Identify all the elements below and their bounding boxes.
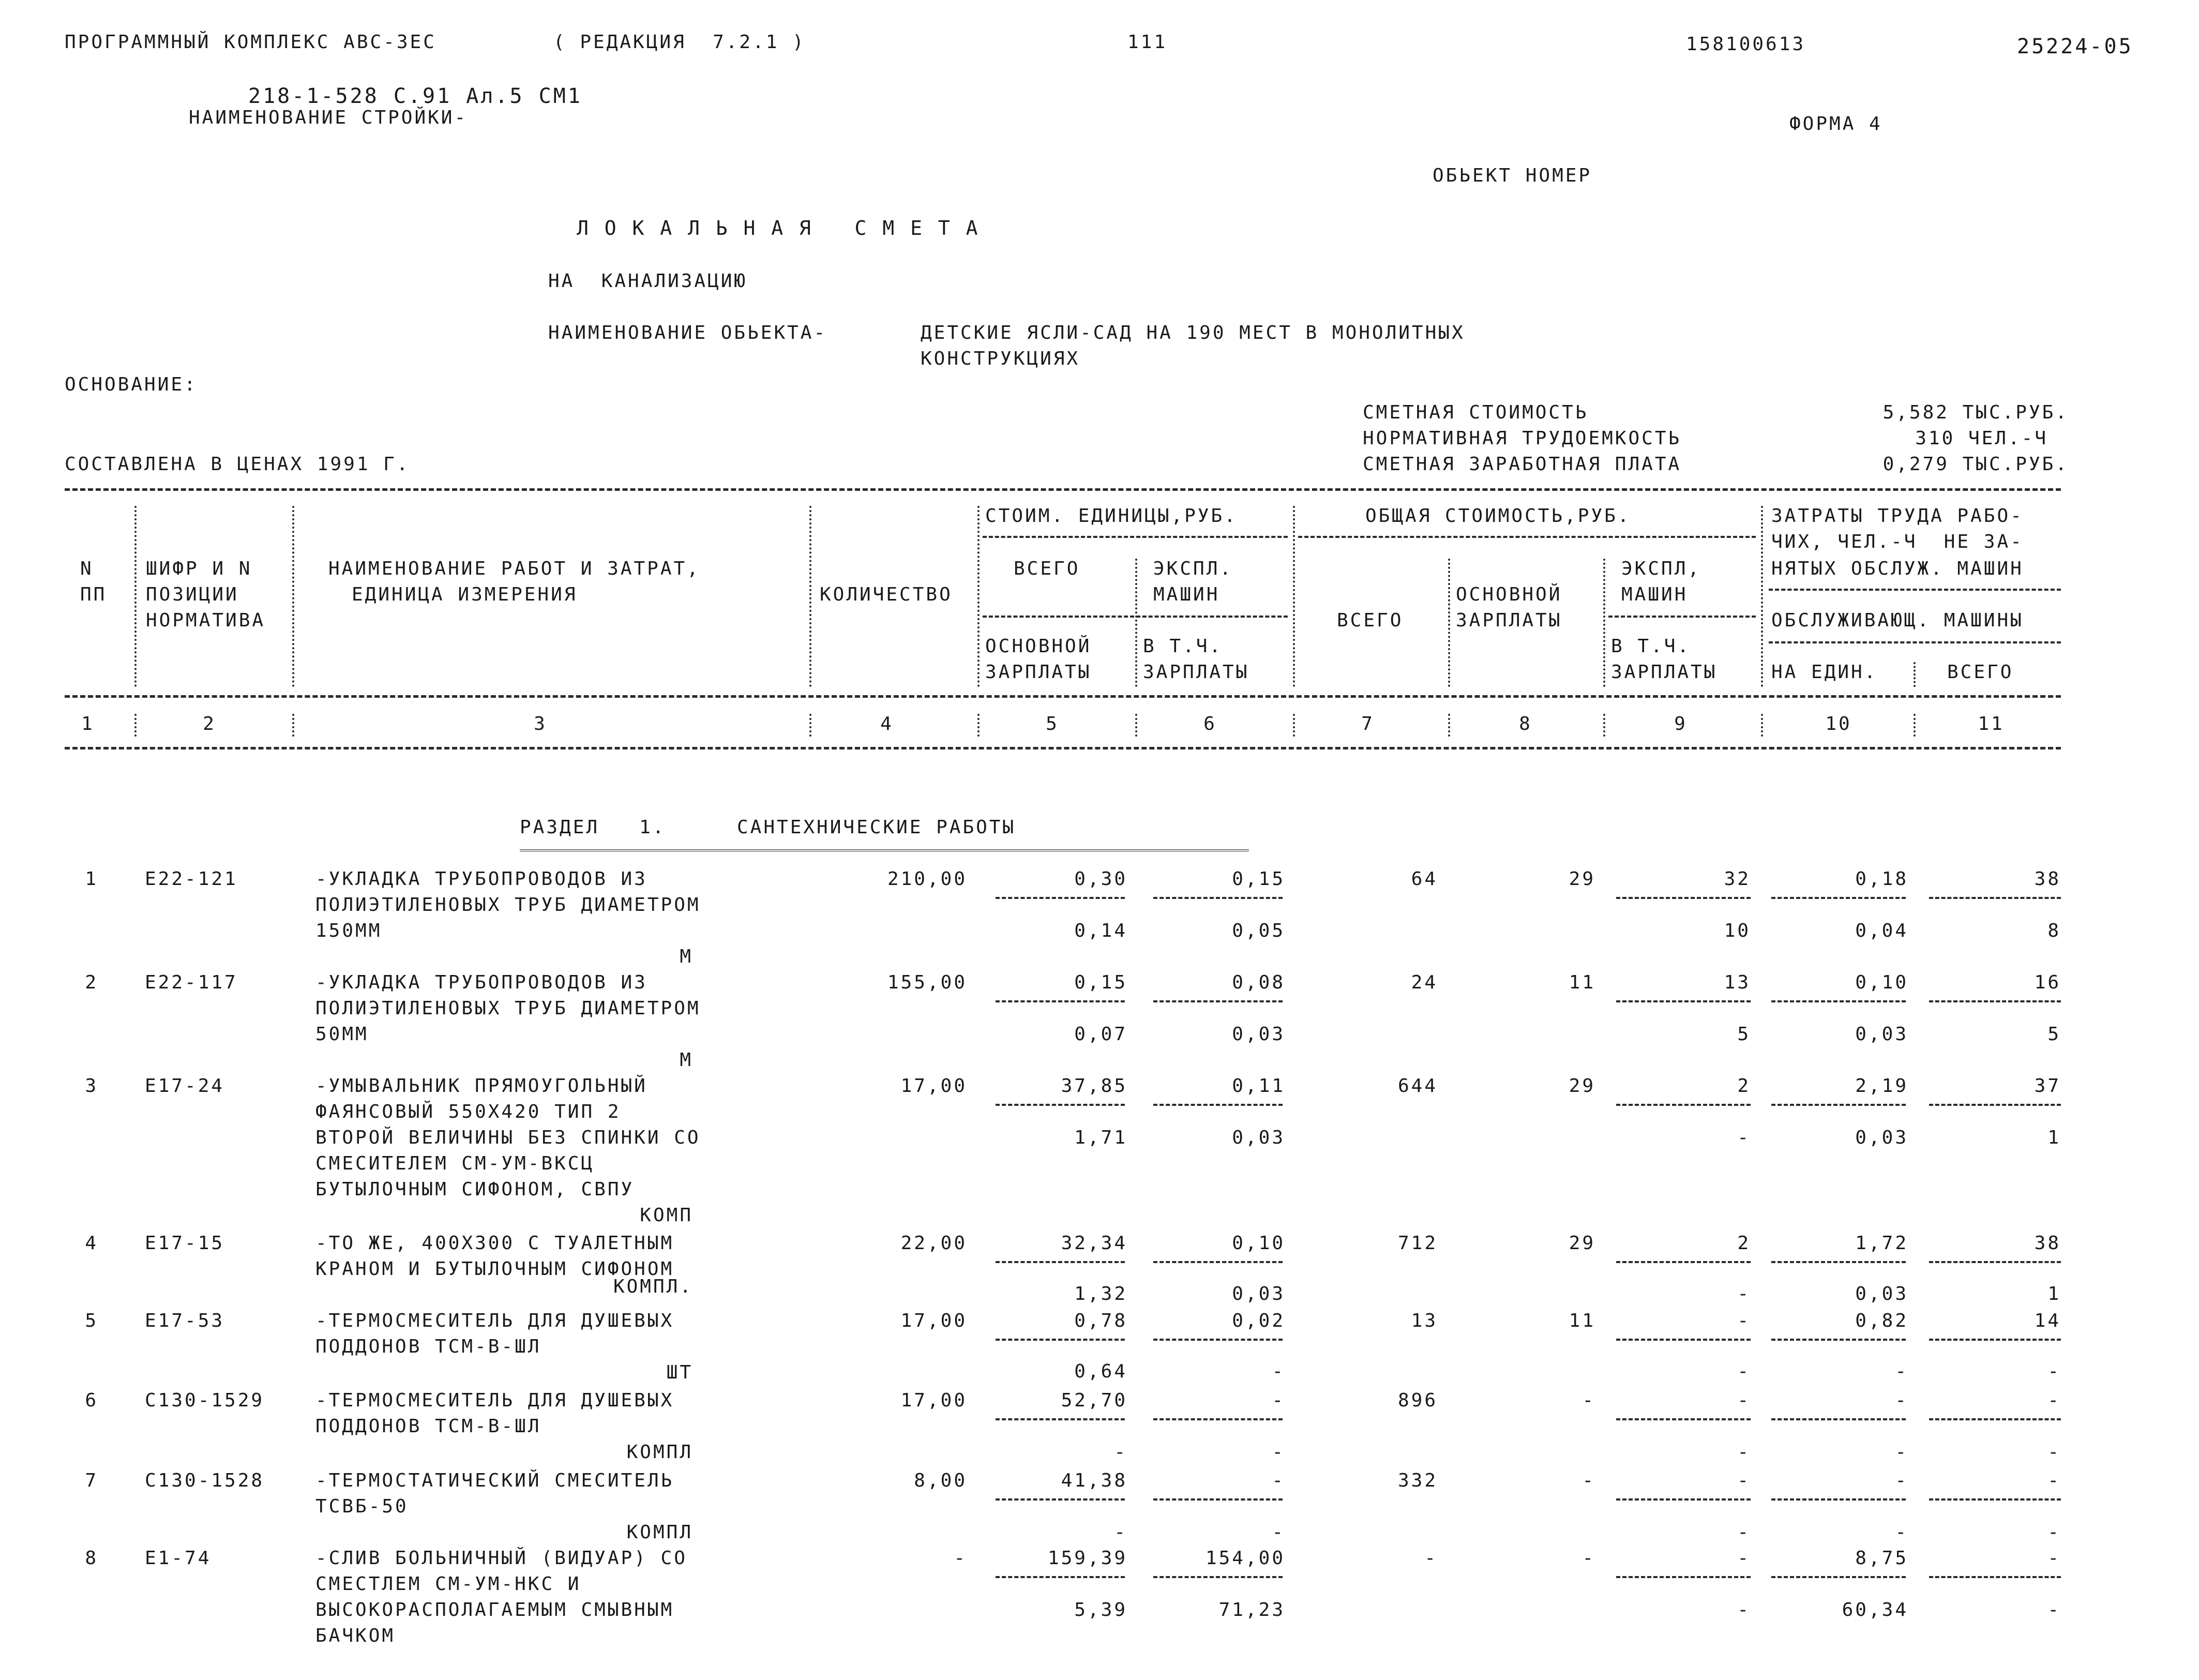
subtotal-rule: [1153, 1418, 1283, 1420]
row-qty: 17,00: [900, 1310, 967, 1331]
row-total-wage: 29: [1569, 868, 1595, 890]
row-labor-all-serv: -: [2047, 1522, 2061, 1543]
row-labor-unit-serv: -: [1895, 1361, 1908, 1382]
header-name-1: НАИМЕНОВАНИЕ РАБОТ И ЗАТРАТ,: [328, 558, 700, 579]
row-unit-total: 0,78: [1074, 1310, 1127, 1331]
col-sep: [292, 506, 294, 687]
row-name-line: -УМЫВАЛЬНИК ПРЯМОУГОЛЬНЫЙ: [315, 1075, 647, 1097]
header-unit-incl-2: ЗАРПЛАТЫ: [1143, 662, 1249, 683]
col-sep: [1603, 559, 1605, 687]
subtotal-rule: [1616, 1418, 1751, 1420]
row-name-line: ТСВБ-50: [315, 1496, 409, 1517]
row-total-wage: 11: [1569, 972, 1595, 993]
row-total-wage: -: [1582, 1548, 1595, 1569]
col-sep: [809, 506, 811, 687]
col-sep: [134, 506, 137, 687]
subtotal-rule: [1771, 1000, 1906, 1002]
row-labor-unit: -: [1895, 1390, 1908, 1411]
header-bottom-rule: [65, 695, 2061, 698]
header-total-all: ВСЕГО: [1337, 610, 1404, 631]
row-labor-all-serv: 5: [2047, 1024, 2061, 1045]
subtotal-rule: [996, 1576, 1125, 1578]
subtotal-rule: [1616, 1498, 1751, 1501]
subtotal-rule: [996, 1498, 1125, 1501]
subtotal-rule: [1771, 1418, 1906, 1420]
subtotal-rule: [1929, 1104, 2061, 1106]
row-total-all: 24: [1411, 972, 1438, 993]
header-unit-cost: СТОИМ. ЕДИНИЦЫ,РУБ.: [985, 505, 1238, 527]
subtotal-rule: [1616, 1261, 1751, 1263]
row-labor-unit: 8,75: [1855, 1548, 1908, 1569]
row-labor-unit: 0,82: [1855, 1310, 1908, 1331]
col-sep: [292, 714, 294, 737]
col-sep: [1914, 714, 1916, 737]
row-unit-incl-wage: -: [1272, 1361, 1285, 1382]
row-name-line: -ТЕРМОСМЕСИТЕЛЬ ДЛЯ ДУШЕВЫХ: [315, 1310, 674, 1331]
header-total-mach-1: ЭКСПЛ,: [1621, 558, 1701, 579]
row-name-line: ПОДДОНОВ ТСМ-В-ШЛ: [315, 1336, 541, 1357]
col-sep: [809, 714, 811, 737]
row-qty: 22,00: [900, 1233, 967, 1254]
subtotal-rule: [996, 1104, 1125, 1106]
summary-value-labor: 310 ЧЕЛ.-Ч: [1915, 428, 2048, 449]
header-labor-4: ОБСЛУЖИВАЮЩ. МАШИНЫ: [1771, 610, 2024, 631]
col-sep: [1761, 506, 1763, 687]
col-number: 1: [81, 713, 95, 734]
row-name-line: ПОЛИЭТИЛЕНОВЫХ ТРУБ ДИАМЕТРОМ: [315, 894, 701, 916]
subtotal-rule: [1771, 1104, 1906, 1106]
row-labor-all-serv: 1: [2047, 1127, 2061, 1148]
subtotal-rule: [1616, 1576, 1751, 1578]
row-name-line: -ТО ЖЕ, 400Х300 С ТУАЛЕТНЫМ: [315, 1233, 674, 1254]
row-qty: 155,00: [887, 972, 967, 993]
header-rule: [1769, 641, 2061, 643]
row-labor-unit: 0,18: [1855, 868, 1908, 890]
col-number: 2: [203, 713, 216, 734]
section-underline: [520, 849, 1249, 851]
header-rule: [983, 536, 1288, 538]
row-total-all: 13: [1411, 1310, 1438, 1331]
subtotal-rule: [996, 1000, 1125, 1002]
row-labor-unit-serv: 0,04: [1855, 920, 1908, 941]
row-unit-total: 37,85: [1061, 1075, 1127, 1097]
row-total-wage: 29: [1569, 1075, 1595, 1097]
row-unit-incl-wage: -: [1272, 1442, 1285, 1463]
subtotal-rule: [1771, 1339, 1906, 1341]
row-unit-mach: -: [1272, 1470, 1285, 1491]
row-unit-incl-wage: 0,03: [1232, 1127, 1285, 1148]
row-number: 8: [85, 1548, 98, 1569]
row-code: С130-1528: [145, 1470, 265, 1491]
row-labor-unit: 0,10: [1855, 972, 1908, 993]
row-name-line: 150ММ: [315, 920, 382, 941]
row-name-line: -УКЛАДКА ТРУБОПРОВОДОВ ИЗ: [315, 868, 647, 890]
row-code: С130-1529: [145, 1390, 265, 1411]
row-unit-mach: 0,10: [1232, 1233, 1285, 1254]
row-labor-unit: 2,19: [1855, 1075, 1908, 1097]
row-unit-incl-wage: 0,03: [1232, 1024, 1285, 1045]
subtotal-rule: [1929, 1000, 2061, 1002]
row-code: Е17-53: [145, 1310, 225, 1331]
row-unit-incl-wage: 0,03: [1232, 1283, 1285, 1304]
row-labor-all: 16: [2034, 972, 2061, 993]
subtotal-rule: [1153, 1000, 1283, 1002]
subtotal-rule: [1153, 1576, 1283, 1578]
col-sep: [977, 506, 980, 687]
row-name-line: ПОДДОНОВ ТСМ-В-ШЛ: [315, 1416, 541, 1437]
row-number: 2: [85, 972, 98, 993]
row-labor-unit-serv: -: [1895, 1522, 1908, 1543]
col-numbers-bottom-rule: [65, 747, 2061, 749]
col-sep: [1448, 559, 1450, 687]
col-sep: [1135, 559, 1137, 687]
header-unit-wage-1: ОСНОВНОЙ: [985, 636, 1092, 657]
row-name-line: БУТЫЛОЧНЫМ СИФОНОМ, СВПУ: [315, 1179, 635, 1200]
row-qty: 210,00: [887, 868, 967, 890]
reference-code: 218-1-528 С.91 Ал.5 СМ1: [248, 84, 582, 108]
row-unit-mach: -: [1272, 1390, 1285, 1411]
subtotal-rule: [1153, 1498, 1283, 1501]
subtotal-rule: [1771, 1576, 1906, 1578]
row-labor-all-serv: -: [2047, 1442, 2061, 1463]
row-unit-total: 0,15: [1074, 972, 1127, 993]
subtotal-rule: [1929, 1261, 2061, 1263]
row-unit-incl-wage: -: [1272, 1522, 1285, 1543]
row-code: Е17-24: [145, 1075, 225, 1097]
row-labor-all-serv: -: [2047, 1599, 2061, 1621]
col-sep: [1761, 714, 1763, 737]
row-number: 6: [85, 1390, 98, 1411]
header-labor-2: ЧИХ, ЧЕЛ.-Ч НЕ ЗА-: [1771, 531, 2024, 552]
subtotal-rule: [996, 1339, 1125, 1341]
subtotal-rule: [1153, 1104, 1283, 1106]
col-sep: [134, 714, 137, 737]
construction-name-label: НАИМЕНОВАНИЕ СТРОЙКИ-: [189, 107, 468, 128]
subtotal-rule: [1616, 897, 1751, 899]
header-labor-unit: НА ЕДИН.: [1771, 662, 1878, 683]
row-name-line: -СЛИВ БОЛЬНИЧНЫЙ (ВИДУАР) СО: [315, 1548, 687, 1569]
row-labor-unit: 1,72: [1855, 1233, 1908, 1254]
object-number-label: ОБЬЕКТ НОМЕР: [1433, 165, 1592, 186]
row-total-all: 332: [1397, 1470, 1438, 1491]
row-total-incl-wage: -: [1737, 1442, 1751, 1463]
row-name-line: 50ММ: [315, 1024, 369, 1045]
row-unit-total: 159,39: [1047, 1548, 1127, 1569]
row-total-mach: 32: [1724, 868, 1751, 890]
subtotal-rule: [996, 1261, 1125, 1263]
row-total-all: 644: [1397, 1075, 1438, 1097]
row-unit-total: 41,38: [1061, 1470, 1127, 1491]
row-name-line: ВТОРОЙ ВЕЛИЧИНЫ БЕЗ СПИНКИ СО: [315, 1127, 701, 1148]
row-unit: КОМПЛ: [626, 1522, 693, 1543]
col-number: 3: [534, 713, 547, 734]
page-number: 111: [1127, 32, 1168, 53]
row-name-line: СМЕСИТЕЛЕМ СМ-УМ-ВКСЦ: [315, 1153, 595, 1174]
row-number: 5: [85, 1310, 98, 1331]
row-qty: -: [954, 1548, 967, 1569]
row-unit-wage: 5,39: [1074, 1599, 1127, 1621]
header-unit-wage-2: ЗАРПЛАТЫ: [985, 662, 1092, 683]
row-qty: 17,00: [900, 1390, 967, 1411]
col-number: 4: [880, 713, 894, 734]
subtotal-rule: [1771, 1261, 1906, 1263]
row-total-wage: -: [1582, 1390, 1595, 1411]
col-number: 6: [1203, 713, 1217, 734]
col-number: 10: [1825, 713, 1852, 734]
row-labor-unit-serv: 0,03: [1855, 1127, 1908, 1148]
row-name-line: ВЫСОКОРАСПОЛАГАЕМЫМ СМЫВНЫМ: [315, 1599, 674, 1621]
row-total-all: -: [1424, 1548, 1438, 1569]
row-qty: 8,00: [914, 1470, 967, 1491]
row-unit-mach: 0,08: [1232, 972, 1285, 993]
row-labor-all-serv: 1: [2047, 1283, 2061, 1304]
subtotal-rule: [1616, 1000, 1751, 1002]
row-total-incl-wage: 5: [1737, 1024, 1751, 1045]
col-sep: [1448, 714, 1450, 737]
row-total-mach: 2: [1737, 1233, 1751, 1254]
header-total-incl-2: ЗАРПЛАТЫ: [1611, 662, 1718, 683]
header-unit-total: ВСЕГО: [1014, 558, 1080, 579]
header-total-wage-2: ЗАРПЛАТЫ: [1456, 610, 1562, 631]
row-number: 3: [85, 1075, 98, 1097]
header-rule: [1769, 589, 2061, 591]
row-unit-total: 0,30: [1074, 868, 1127, 890]
row-total-all: 712: [1397, 1233, 1438, 1254]
row-unit-incl-wage: 0,05: [1232, 920, 1285, 941]
row-total-all: 64: [1411, 868, 1438, 890]
section-title: САНТЕХНИЧЕСКИЕ РАБОТЫ: [737, 817, 1016, 838]
row-unit: КОМПЛ: [626, 1442, 693, 1463]
row-total-wage: 29: [1569, 1233, 1595, 1254]
row-labor-all: -: [2047, 1390, 2061, 1411]
row-number: 4: [85, 1233, 98, 1254]
row-labor-all: -: [2047, 1470, 2061, 1491]
subtotal-rule: [996, 897, 1125, 899]
header-labor-3: НЯТЫХ ОБСЛУЖ. МАШИН: [1771, 558, 2024, 579]
row-unit-mach: 0,02: [1232, 1310, 1285, 1331]
row-total-incl-wage: -: [1737, 1127, 1751, 1148]
row-unit-wage: 1,71: [1074, 1127, 1127, 1148]
header-unit-mach-2: МАШИН: [1153, 584, 1220, 605]
summary-label-cost: СМЕТНАЯ СТОИМОСТЬ: [1363, 402, 1589, 423]
header-code-3: НОРМАТИВА: [146, 610, 266, 631]
row-name-line: ФАЯНСОВЫЙ 550Х420 ТИП 2: [315, 1101, 621, 1122]
row-unit-mach: 0,11: [1232, 1075, 1285, 1097]
row-name-line: -ТЕРМОСМЕСИТЕЛЬ ДЛЯ ДУШЕВЫХ: [315, 1390, 674, 1411]
program-name: ПРОГРАММНЫЙ КОМПЛЕКС АВС-ЗЕС: [65, 32, 436, 53]
col-number: 5: [1046, 713, 1059, 734]
row-unit: М: [680, 1049, 693, 1071]
row-labor-all: 37: [2034, 1075, 2061, 1097]
row-total-mach: -: [1737, 1470, 1751, 1491]
header-unit-mach-1: ЭКСПЛ.: [1153, 558, 1233, 579]
subtotal-rule: [1616, 1339, 1751, 1341]
subtotal-rule: [1929, 1418, 2061, 1420]
col-sep: [977, 714, 980, 737]
row-total-incl-wage: -: [1737, 1283, 1751, 1304]
col-number: 8: [1519, 713, 1532, 734]
row-total-incl-wage: 10: [1724, 920, 1751, 941]
form-label: ФОРМА 4: [1789, 113, 1882, 134]
row-labor-unit-serv: -: [1895, 1442, 1908, 1463]
header-pp: ПП: [80, 584, 107, 605]
col-number: 9: [1674, 713, 1688, 734]
subtotal-rule: [1771, 1498, 1906, 1501]
row-total-mach: -: [1737, 1548, 1751, 1569]
row-unit: КОМП: [640, 1205, 693, 1226]
header-unit-incl-1: В Т.Ч.: [1143, 636, 1223, 657]
section-label: РАЗДЕЛ 1.: [520, 817, 666, 838]
col-sep: [1293, 714, 1295, 737]
row-total-mach: 13: [1724, 972, 1751, 993]
row-labor-unit-serv: 0,03: [1855, 1024, 1908, 1045]
row-total-all: 896: [1397, 1390, 1438, 1411]
row-labor-all: 38: [2034, 1233, 2061, 1254]
header-labor-all: ВСЕГО: [1947, 662, 2014, 683]
col-sep: [1135, 714, 1137, 737]
subtotal-rule: [1153, 897, 1283, 899]
header-total-wage-1: ОСНОВНОЙ: [1456, 584, 1562, 605]
row-unit: КОМПЛ.: [613, 1276, 693, 1297]
row-unit: М: [680, 946, 693, 967]
subtotal-rule: [1153, 1339, 1283, 1341]
header-code-2: ПОЗИЦИИ: [146, 584, 239, 605]
object-name-line1: ДЕТСКИЕ ЯСЛИ-САД НА 190 МЕСТ В МОНОЛИТНЫХ: [921, 322, 1465, 343]
header-labor-1: ЗАТРАТЫ ТРУДА РАБО-: [1771, 505, 2024, 527]
subtotal-rule: [1616, 1104, 1751, 1106]
row-name-line: -УКЛАДКА ТРУБОПРОВОДОВ ИЗ: [315, 972, 647, 993]
prices-basis: СОСТАВЛЕНА В ЦЕНАХ 1991 Г.: [65, 454, 410, 475]
doc-code: 158100613: [1686, 34, 1806, 55]
header-rule: [983, 616, 1288, 618]
document-subtitle: НА КАНАЛИЗАЦИЮ: [548, 271, 748, 292]
row-labor-all-serv: 8: [2047, 920, 2061, 941]
header-name-2: ЕДИНИЦА ИЗМЕРЕНИЯ: [352, 584, 578, 605]
row-unit-mach: 154,00: [1205, 1548, 1285, 1569]
basis-label: ОСНОВАНИЕ:: [65, 374, 198, 395]
header-total-cost: ОБЩАЯ СТОИМОСТЬ,РУБ.: [1365, 505, 1631, 527]
row-name-line: КРАНОМ И БУТЫЛОЧНЫМ СИФОНОМ: [315, 1258, 674, 1280]
row-number: 1: [85, 868, 98, 890]
row-number: 7: [85, 1470, 98, 1491]
header-total-incl-1: В Т.Ч.: [1611, 636, 1691, 657]
row-qty: 17,00: [900, 1075, 967, 1097]
row-name-line: ПОЛИЭТИЛЕНОВЫХ ТРУБ ДИАМЕТРОМ: [315, 998, 701, 1019]
row-unit-wage: -: [1114, 1522, 1127, 1543]
row-unit-total: 52,70: [1061, 1390, 1127, 1411]
header-rule: [1298, 536, 1756, 538]
row-total-incl-wage: -: [1737, 1599, 1751, 1621]
row-total-wage: -: [1582, 1470, 1595, 1491]
subtotal-rule: [1929, 1576, 2061, 1578]
row-unit-incl-wage: 71,23: [1218, 1599, 1285, 1621]
summary-value-cost: 5,582 ТЫС.РУБ.: [1882, 402, 2069, 423]
row-unit-wage: 0,14: [1074, 920, 1127, 941]
row-total-incl-wage: -: [1737, 1522, 1751, 1543]
row-labor-all-serv: -: [2047, 1361, 2061, 1382]
row-unit-wage: -: [1114, 1442, 1127, 1463]
row-unit-wage: 1,32: [1074, 1283, 1127, 1304]
row-unit: ШТ: [666, 1362, 693, 1383]
row-unit-wage: 0,64: [1074, 1361, 1127, 1382]
row-name-line: БАЧКОМ: [315, 1625, 396, 1646]
row-total-wage: 11: [1569, 1310, 1595, 1331]
row-labor-all: 38: [2034, 868, 2061, 890]
row-total-incl-wage: -: [1737, 1361, 1751, 1382]
row-name-line: СМЕСТЛЕМ СМ-УМ-НКС И: [315, 1573, 581, 1595]
row-unit-total: 32,34: [1061, 1233, 1127, 1254]
row-code: Е1-74: [145, 1548, 212, 1569]
subtotal-rule: [1929, 1339, 2061, 1341]
program-edition: ( РЕДАКЦИЯ 7.2.1 ): [553, 32, 806, 53]
col-number: 7: [1361, 713, 1375, 734]
row-unit-wage: 0,07: [1074, 1024, 1127, 1045]
col-sep: [1603, 714, 1605, 737]
sheet-code: 25224-05: [2017, 35, 2133, 58]
subtotal-rule: [1771, 897, 1906, 899]
row-labor-unit-serv: 60,34: [1842, 1599, 1908, 1621]
object-name-label: НАИМЕНОВАНИЕ ОБЬЕКТА-: [548, 322, 827, 343]
summary-label-labor: НОРМАТИВНАЯ ТРУДОЕМКОСТЬ: [1363, 428, 1682, 449]
table-top-rule: [65, 488, 2061, 491]
row-total-mach: 2: [1737, 1075, 1751, 1097]
row-labor-all: 14: [2034, 1310, 2061, 1331]
subtotal-rule: [1929, 1498, 2061, 1501]
subtotal-rule: [1929, 897, 2061, 899]
col-sep: [1293, 506, 1295, 687]
header-total-mach-2: МАШИН: [1621, 584, 1688, 605]
col-number: 11: [1978, 713, 2005, 734]
header-rule: [1608, 616, 1756, 618]
header-code-1: ШИФР И N: [146, 558, 252, 579]
row-unit-mach: 0,15: [1232, 868, 1285, 890]
row-total-mach: -: [1737, 1390, 1751, 1411]
row-labor-unit: -: [1895, 1470, 1908, 1491]
header-qty: КОЛИЧЕСТВО: [820, 584, 953, 605]
subtotal-rule: [996, 1418, 1125, 1420]
object-name-line2: КОНСТРУКЦИЯХ: [921, 348, 1080, 369]
row-labor-all: -: [2047, 1548, 2061, 1569]
header-n: N: [80, 558, 94, 579]
row-total-mach: -: [1737, 1310, 1751, 1331]
row-labor-unit-serv: 0,03: [1855, 1283, 1908, 1304]
col-sep: [1914, 662, 1916, 687]
document-title: Л О К А Л Ь Н А Я С М Е Т А: [577, 217, 980, 239]
summary-label-wage: СМЕТНАЯ ЗАРАБОТНАЯ ПЛАТА: [1363, 454, 1682, 475]
summary-value-wage: 0,279 ТЫС.РУБ.: [1882, 454, 2069, 475]
row-code: Е22-117: [145, 972, 238, 993]
row-code: Е17-15: [145, 1233, 225, 1254]
row-code: Е22-121: [145, 868, 238, 890]
row-name-line: -ТЕРМОСТАТИЧЕСКИЙ СМЕСИТЕЛЬ: [315, 1470, 674, 1491]
subtotal-rule: [1153, 1261, 1283, 1263]
